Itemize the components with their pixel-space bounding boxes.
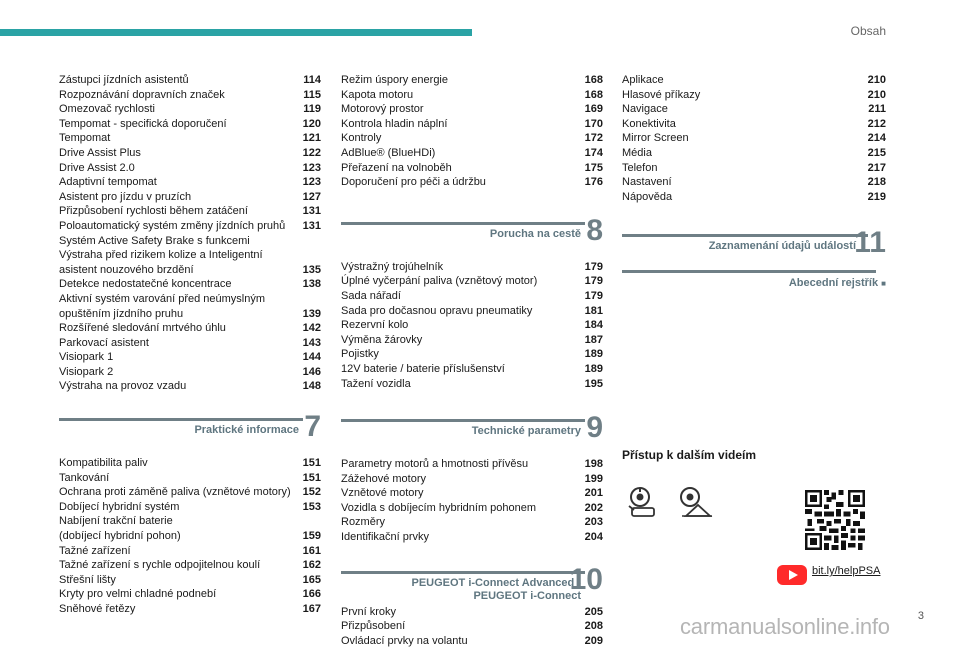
tyre-repair-icon — [626, 486, 660, 525]
toc-entry-page: 123 — [302, 176, 321, 189]
toc-entry[interactable] — [341, 634, 603, 648]
toc-entry-page: 120 — [302, 117, 321, 130]
section-number: 10 — [569, 562, 603, 596]
toc-entry[interactable] — [341, 131, 603, 146]
toc-entry[interactable] — [341, 605, 603, 620]
toc-entry[interactable] — [59, 336, 321, 351]
toc-entry-title: Nápověda — [622, 190, 673, 203]
toc-entry-page: 119 — [303, 103, 321, 116]
toc-entry[interactable] — [59, 321, 321, 336]
toc-entry-title: Omezovač rychlosti — [59, 103, 155, 116]
toc-entry[interactable] — [341, 88, 603, 103]
toc-entry-title: Kontroly — [341, 132, 382, 145]
toc-entry-page: 179 — [584, 289, 603, 302]
toc-list — [59, 73, 321, 394]
section-header-index — [622, 266, 886, 296]
toc-list — [341, 73, 603, 190]
toc-entry-title: Asistent pro jízdu v pruzích — [59, 190, 192, 203]
toc-entry[interactable] — [341, 146, 603, 161]
toc-entry-title: Zástupci jízdních asistentů — [59, 74, 189, 86]
toc-entry[interactable] — [622, 88, 886, 103]
toc-entry[interactable] — [59, 379, 321, 394]
toc-entry[interactable] — [341, 530, 603, 545]
toc-entry-page: 165 — [302, 573, 321, 586]
toc-entry-title: Poloautomatický systém změny jízdních pruhů — [59, 219, 286, 232]
section-title: PEUGEOT i-Connect Advanced - PEUGEOT i-Connect — [411, 576, 581, 602]
toc-entry[interactable] — [59, 544, 321, 559]
section-number: 7 — [304, 410, 321, 444]
toc-entry[interactable] — [341, 175, 603, 190]
page-header-title: Obsah — [850, 24, 886, 38]
toc-entry-page: 123 — [302, 161, 321, 174]
toc-entry-title: Přizpůsobení rychlosti během zatáčení — [59, 205, 248, 218]
toc-entry-title: Kompatibilita paliv — [59, 457, 148, 470]
toc-entry-title: Střešní lišty — [59, 573, 116, 586]
index-marker: ■ — [881, 279, 886, 289]
toc-entry-page: 166 — [302, 588, 321, 601]
toc-entry-page: 148 — [302, 380, 321, 393]
toc-entry[interactable] — [622, 102, 886, 117]
toc-entry-title: Přeřazení na volnoběh — [341, 161, 452, 174]
toc-entry[interactable] — [59, 234, 321, 278]
toc-entry-title: Tažné zařízení — [59, 544, 131, 557]
toc-entry-title: Tankování — [59, 471, 110, 484]
toc-entry[interactable] — [59, 73, 321, 88]
toc-entry-title: Aplikace — [622, 74, 664, 86]
toc-entry-title: Rozměry — [341, 516, 386, 529]
toc-entry[interactable] — [59, 175, 321, 190]
toc-entry-page: 152 — [302, 486, 321, 499]
wheel-change-icon — [678, 486, 714, 525]
toc-entry-title: Sada nářadí — [341, 289, 401, 302]
toc-entry-page: 181 — [584, 304, 603, 317]
toc-entry-title: Rezervní kolo — [341, 319, 409, 332]
toc-entry-page: 219 — [867, 190, 886, 203]
toc-column-2 — [341, 73, 603, 648]
toc-entry-page: 159 — [302, 530, 321, 543]
section-title: Zaznamenání údajů událostí — [708, 240, 856, 253]
toc-entry-page: 169 — [584, 103, 603, 116]
toc-entry[interactable] — [341, 457, 603, 472]
toc-entry[interactable] — [59, 219, 321, 234]
toc-entry[interactable] — [59, 514, 321, 543]
toc-entry-page: 115 — [303, 88, 321, 101]
toc-entry-title: Visiopark 2 — [59, 365, 114, 378]
toc-entry-title: Zážehové motory — [341, 472, 426, 485]
toc-entry-page: 143 — [302, 336, 321, 349]
section-header-8 — [341, 208, 603, 260]
toc-entry-page: 195 — [584, 377, 603, 390]
toc-entry-title: Adaptivní tempomat — [59, 176, 157, 189]
toc-entry-page: 210 — [867, 88, 886, 101]
toc-entry[interactable] — [59, 131, 321, 146]
toc-entry[interactable] — [59, 365, 321, 380]
toc-entry-page: 184 — [584, 319, 603, 332]
toc-entry-page: 127 — [302, 190, 321, 203]
header-accent-bar — [0, 29, 472, 36]
toc-entry-title: AdBlue® (BlueHDi) — [341, 146, 436, 159]
toc-entry[interactable] — [341, 472, 603, 487]
toc-entry[interactable] — [341, 515, 603, 530]
toc-entry[interactable] — [59, 161, 321, 176]
toc-entry[interactable] — [341, 362, 603, 377]
toc-entry[interactable] — [622, 131, 886, 146]
toc-entry-page: 153 — [302, 500, 321, 513]
toc-entry-page: 139 — [302, 307, 321, 320]
toc-column-3 — [622, 73, 886, 296]
toc-entry-page: 168 — [584, 74, 603, 86]
toc-entry-title: Rozšířené sledování mrtvého úhlu — [59, 322, 226, 335]
toc-entry-title: Nabíjení trakční baterie (dobíjecí hybridní pohon) — [59, 515, 181, 543]
toc-entry-page: 172 — [584, 132, 603, 145]
toc-entry-page: 167 — [302, 603, 321, 615]
toc-entry[interactable] — [341, 102, 603, 117]
toc-entry-title: Doporučení pro péči a údržbu — [341, 176, 486, 189]
toc-entry[interactable] — [59, 558, 321, 573]
page-number: 3 — [917, 610, 924, 622]
toc-entry-title: Tempomat — [59, 132, 111, 145]
toc-entry-title: Kryty pro velmi chladné podnebí — [59, 588, 217, 601]
toc-entry-title: Identifikační prvky — [341, 531, 430, 544]
toc-entry[interactable] — [59, 500, 321, 515]
toc-entry-page: 218 — [867, 176, 886, 189]
toc-entry-page: 138 — [302, 278, 321, 291]
section-number: 8 — [586, 213, 603, 247]
toc-entry-page: 146 — [302, 365, 321, 378]
toc-entry-page: 209 — [584, 634, 603, 647]
toc-list — [341, 605, 603, 648]
section-header-11 — [622, 220, 886, 266]
toc-list — [341, 457, 603, 545]
toc-entry[interactable] — [622, 146, 886, 161]
toc-entry-title: Aktivní systém varování před neúmyslným opuštěním jízdního pruhu — [59, 292, 266, 320]
toc-entry-title: Ovládací prvky na volantu — [341, 634, 468, 647]
toc-entry-page: 212 — [867, 117, 886, 130]
toc-entry-title: Média — [622, 146, 652, 159]
toc-entry-title: Výstraha na provoz vzadu — [59, 380, 187, 393]
section-header-9 — [341, 405, 603, 457]
toc-entry-title: Parkovací asistent — [59, 336, 149, 349]
toc-entry-title: Dobíjecí hybridní systém — [59, 500, 180, 513]
toc-entry-page: 131 — [302, 219, 321, 232]
toc-entry-title: Úplné vyčerpání paliva (vznětový motor) — [341, 275, 538, 288]
section-title: Praktické informace — [194, 424, 299, 437]
toc-entry[interactable] — [341, 619, 603, 634]
toc-entry-title: Výměna žárovky — [341, 333, 423, 346]
toc-entry-page: 189 — [584, 362, 603, 375]
toc-entry[interactable] — [59, 292, 321, 321]
toc-entry-page: 151 — [302, 471, 321, 484]
toc-entry-page: 151 — [302, 457, 321, 470]
toc-entry-title: Pojistky — [341, 348, 379, 361]
toc-entry-title: Sněhové řetězy — [59, 603, 136, 615]
toc-entry-page: 142 — [302, 322, 321, 335]
toc-entry-title: Kapota motoru — [341, 88, 414, 101]
toc-entry-title: Navigace — [622, 103, 668, 116]
toc-entry-page: 203 — [584, 516, 603, 529]
toc-entry-page: 170 — [584, 117, 603, 130]
toc-entry[interactable] — [341, 304, 603, 319]
toc-entry-title: Motorový prostor — [341, 103, 424, 116]
watermark: carmanualsonline.info — [680, 614, 890, 639]
toc-entry[interactable] — [341, 161, 603, 176]
toc-entry-title: Telefon — [622, 161, 658, 174]
toc-entry[interactable] — [341, 486, 603, 501]
toc-entry[interactable] — [341, 274, 603, 289]
toc-entry-page: 176 — [584, 176, 603, 189]
toc-entry[interactable] — [622, 190, 886, 205]
toc-entry-page: 217 — [867, 161, 886, 174]
toc-entry-page: 210 — [867, 74, 886, 86]
toc-entry[interactable] — [59, 573, 321, 588]
toc-entry[interactable] — [59, 102, 321, 117]
toc-entry[interactable] — [59, 485, 321, 500]
section-title: Technické parametry — [471, 425, 581, 438]
toc-entry[interactable] — [59, 587, 321, 602]
youtube-icon[interactable] — [777, 565, 807, 585]
toc-entry[interactable] — [341, 333, 603, 348]
toc-entry-page: 131 — [302, 205, 321, 218]
section-title: Porucha na cestě — [489, 227, 581, 240]
toc-entry[interactable] — [622, 73, 886, 88]
toc-entry[interactable] — [341, 318, 603, 333]
toc-entry[interactable] — [622, 161, 886, 176]
toc-entry-page: 189 — [584, 348, 603, 361]
toc-entry-title: Systém Active Safety Brake s funkcemi Výstraha před rizikem kolize a Inteligentní asistent nouzového brzdění — [59, 234, 263, 276]
toc-entry-page: 187 — [584, 333, 603, 346]
toc-entry[interactable] — [622, 175, 886, 190]
toc-entry[interactable] — [341, 73, 603, 88]
toc-entry-title: Tažné zařízení s rychle odpojitelnou koulí — [59, 559, 261, 572]
toc-entry[interactable] — [341, 377, 603, 392]
toc-entry-page: 168 — [584, 88, 603, 101]
toc-entry[interactable] — [622, 117, 886, 132]
toc-entry[interactable] — [59, 204, 321, 219]
toc-entry-title: Mirror Screen — [622, 132, 689, 145]
toc-entry[interactable] — [59, 190, 321, 205]
toc-entry-title: Visiopark 1 — [59, 351, 114, 364]
toc-entry-title: Kontrola hladin náplní — [341, 117, 448, 130]
toc-entry-title: Sada pro dočasnou opravu pneumatiky — [341, 304, 533, 317]
qr-code-icon[interactable] — [805, 490, 865, 550]
toc-entry-title: Nastavení — [622, 176, 672, 189]
video-link[interactable]: bit.ly/helpPSA — [812, 565, 881, 577]
toc-entry-page: 175 — [584, 161, 603, 174]
toc-entry-page: 215 — [867, 146, 886, 159]
toc-list — [59, 456, 321, 617]
toc-entry[interactable] — [341, 289, 603, 304]
toc-column-1 — [59, 73, 321, 617]
toc-entry[interactable] — [59, 471, 321, 486]
toc-entry-title: Vozidla s dobíjecím hybridním pohonem — [341, 501, 537, 514]
toc-entry-page: 179 — [584, 275, 603, 288]
toc-entry-page: 204 — [584, 531, 603, 544]
toc-entry-page: 198 — [584, 458, 603, 471]
section-header-10 — [341, 557, 603, 605]
toc-entry-title: Režim úspory energie — [341, 74, 448, 86]
toc-entry[interactable] — [341, 117, 603, 132]
section-number: 11 — [854, 226, 886, 260]
toc-entry-page: 205 — [584, 605, 603, 618]
toc-entry-page: 199 — [584, 472, 603, 485]
toc-entry-title: Parametry motorů a hmotnosti přívěsu — [341, 458, 529, 471]
toc-entry[interactable] — [59, 350, 321, 365]
toc-entry-title: Ochrana proti záměně paliva (vznětové motory) — [59, 486, 291, 499]
toc-entry-page: 144 — [302, 351, 321, 364]
toc-entry-title: Tempomat - specifická doporučení — [59, 117, 227, 130]
toc-entry-page: 135 — [302, 263, 321, 276]
toc-entry-page: 202 — [584, 501, 603, 514]
toc-entry-title: Přizpůsobení — [341, 620, 406, 633]
toc-entry-title: Drive Assist 2.0 — [59, 161, 135, 174]
toc-entry[interactable] — [59, 277, 321, 292]
toc-list — [622, 73, 886, 204]
toc-list — [341, 260, 603, 391]
toc-entry[interactable] — [341, 260, 603, 275]
toc-entry-page: 214 — [867, 132, 886, 145]
toc-entry-page: 122 — [302, 146, 321, 159]
video-section-title: Přístup k dalším videím — [622, 448, 757, 462]
toc-entry[interactable] — [59, 602, 321, 617]
toc-entry[interactable] — [341, 501, 603, 516]
toc-entry-page: 114 — [303, 74, 321, 86]
toc-entry-page: 211 — [868, 103, 886, 116]
toc-entry-page: 121 — [302, 132, 321, 145]
toc-entry[interactable] — [59, 456, 321, 471]
toc-entry-page: 201 — [584, 487, 603, 500]
toc-entry-title: Rozpoznávání dopravních značek — [59, 88, 225, 101]
toc-entry[interactable] — [59, 117, 321, 132]
toc-entry-title: Výstražný trojúhelník — [341, 260, 444, 273]
section-title — [789, 277, 886, 290]
toc-entry-title: Tažení vozidla — [341, 377, 411, 390]
toc-entry-title: Vznětové motory — [341, 487, 424, 500]
toc-entry-page: 179 — [584, 260, 603, 273]
toc-entry-page: 161 — [302, 544, 321, 557]
toc-entry[interactable] — [59, 146, 321, 161]
toc-entry-page: 162 — [302, 559, 321, 572]
toc-entry-title: Hlasové příkazy — [622, 88, 701, 101]
toc-entry-title: Drive Assist Plus — [59, 146, 141, 159]
toc-entry[interactable] — [341, 347, 603, 362]
index-title: Abecední rejstřík — [788, 277, 879, 290]
toc-entry[interactable] — [59, 88, 321, 103]
section-header-7 — [59, 404, 321, 456]
toc-entry-page: 208 — [584, 620, 603, 633]
toc-entry-title: Detekce nedostatečné koncentrace — [59, 278, 232, 291]
toc-entry-title: Konektivita — [622, 117, 676, 130]
section-number: 9 — [586, 411, 603, 445]
toc-entry-title: 12V baterie / baterie příslušenství — [341, 362, 505, 375]
toc-entry-title: První kroky — [341, 605, 397, 618]
toc-entry-page: 174 — [584, 146, 603, 159]
